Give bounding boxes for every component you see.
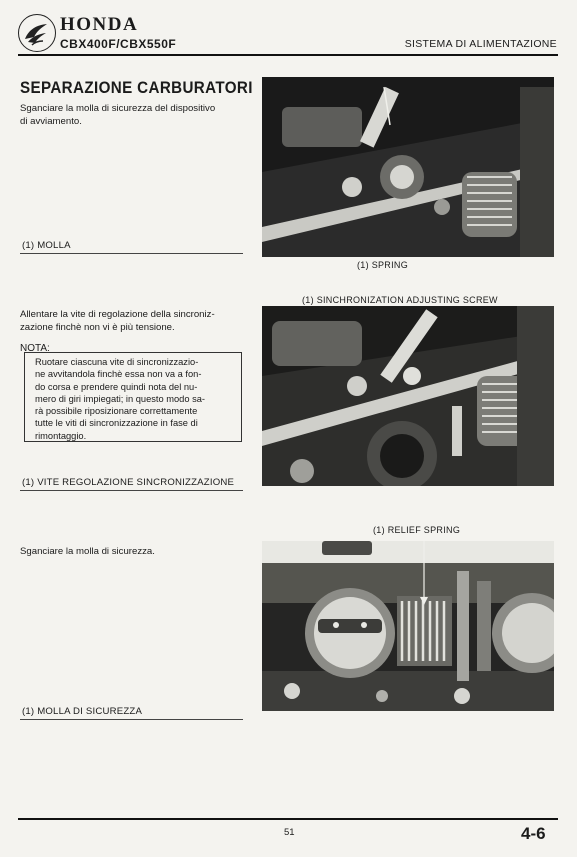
step3-caption: (1) MOLLA DI SICUREZZA xyxy=(22,706,143,717)
honda-wing-logo-icon xyxy=(18,14,56,52)
step2-instruction: Allentare la vite di regolazione della sincroniz- zazione finchè non vi è più tensione. xyxy=(20,309,215,333)
photo-sync-screw xyxy=(262,306,554,486)
page-title: SEPARAZIONE CARBURATORI xyxy=(20,79,253,97)
photo2-caption: (1) SINCHRONIZATION ADJUSTING SCREW xyxy=(302,295,498,305)
section-title: SISTEMA DI ALIMENTAZIONE xyxy=(404,38,557,50)
footer-rule xyxy=(18,818,558,820)
note-label: NOTA: xyxy=(20,343,50,354)
step2-caption-rule xyxy=(20,490,243,491)
photo1-caption: (1) SPRING xyxy=(357,260,409,270)
page-number: 51 xyxy=(284,827,295,838)
header-rule xyxy=(18,54,558,56)
step1-caption: (1) MOLLA xyxy=(22,240,71,251)
photo3-caption: (1) RELIEF SPRING xyxy=(373,525,461,535)
brand-name: HONDA xyxy=(60,14,139,35)
step3-caption-rule xyxy=(20,719,243,720)
step3-instruction: Sganciare la molla di sicurezza. xyxy=(20,546,155,557)
section-number: 4-6 xyxy=(521,824,546,843)
step2-caption: (1) VITE REGOLAZIONE SINCRONIZZAZIONE xyxy=(22,477,235,488)
note-text: Ruotare ciascuna vite di sincronizzazio- ne avvitandola finchè essa non va a fon- do corsa e prendere quindi nota del nu- mero di giri impiegati; in questo modo sa- rà possibile riposizionare correttamente tutte le viti di sincronizzazione in fase di rimontaggio. xyxy=(35,357,206,441)
model-name: CBX400F/CBX550F xyxy=(60,37,177,51)
photo-starter-spring xyxy=(262,77,554,257)
photo-relief-spring xyxy=(262,541,554,711)
step1-caption-rule xyxy=(20,253,243,254)
step1-instruction: Sganciare la molla di sicurezza del dispositivo di avviamento. xyxy=(20,103,216,127)
